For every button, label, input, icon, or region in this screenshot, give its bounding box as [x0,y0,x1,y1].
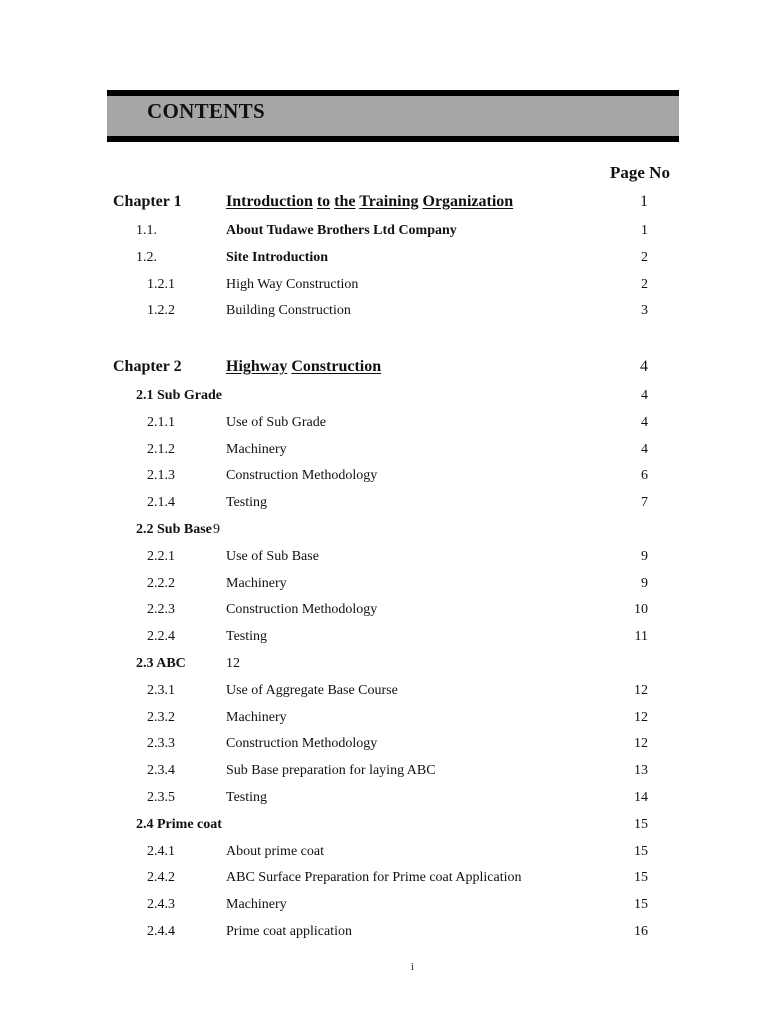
toc-entry [0,303,768,327]
entry-page: 1 [641,223,648,238]
entry-page: 12 [226,656,240,671]
entry-page: 11 [634,629,648,645]
entry-title: Use of Sub Grade [226,414,326,430]
chapter-number: Chapter 2 [113,358,182,375]
entry-title: Testing [226,495,268,511]
entry-number: 2.1.1 [147,414,175,430]
toc-entry [0,223,768,247]
entry-number: 2.2.4 [147,629,175,645]
entry-page: 4 [641,414,648,430]
chapter-title [226,193,513,211]
entry-title: Testing [226,790,268,805]
entry-title: Construction Methodology [226,736,378,752]
chapter-row [0,193,768,217]
entry-title: Testing [226,629,268,645]
entry-title: Prime coat application [226,924,352,939]
section-heading: 2.1 Sub Grade [136,388,222,403]
toc-entry [0,629,768,653]
chapter-title-word: Organization [422,193,514,210]
toc-entry [0,576,768,600]
entry-title: Machinery [226,575,287,591]
entry-title: Construction Methodology [226,468,378,484]
contents-header-band [107,90,679,142]
entry-number: 2.2.3 [147,602,175,618]
page-no-label: Page No [610,163,670,182]
entry-page: 4 [641,388,648,403]
chapter-row [0,358,768,382]
chapter-title-word: Construction [291,358,382,375]
entry-page: 15 [634,816,648,832]
toc-entry [0,870,768,894]
entry-number: 2.3.5 [147,790,175,805]
entry-number: 2.3.4 [147,763,175,779]
entry-title: Construction Methodology [226,602,378,618]
contents-title: CONTENTS [147,99,265,123]
toc-entry [0,790,768,814]
chapter-title-word: to [316,193,331,210]
toc-entry [0,763,768,787]
toc-entry [0,250,768,274]
toc-entry [0,710,768,734]
entry-number: 2.3.1 [147,682,175,698]
toc-entry [0,683,768,707]
chapter-title-word: Training [359,193,419,210]
entry-number: 2.3.3 [147,736,175,752]
entry-page: 15 [634,897,648,913]
section-heading: 2.2 Sub Base [136,522,212,537]
toc-entry [0,844,768,868]
toc-entry [0,468,768,492]
entry-page: 15 [634,843,648,859]
entry-title: About prime coat [226,843,324,859]
toc-entry [0,602,768,626]
entry-title: Use of Sub Base [226,548,319,564]
entry-number: 2.4.3 [147,897,175,913]
entry-number: 2.1.3 [147,468,175,484]
entry-title: Machinery [226,897,287,913]
toc-entry [0,736,768,760]
toc-entry [0,522,768,546]
entry-number: 1.2. [136,249,157,265]
entry-number: 1.2.1 [147,276,175,292]
entry-page: 9 [641,548,648,564]
entry-page: 16 [634,924,648,939]
entry-number: 2.3.2 [147,709,175,725]
entry-page: 12 [634,682,648,698]
toc-entry [0,495,768,519]
section-heading: 2.3 ABC [136,656,186,671]
chapter-page: 4 [640,358,648,375]
entry-number: 1.2.2 [147,303,175,319]
chapter-title [226,358,381,376]
entry-title: Machinery [226,709,287,725]
toc-entry [0,388,768,412]
entry-page: 13 [634,763,648,779]
chapter-number: Chapter 1 [113,193,182,210]
entry-page: 3 [641,303,648,319]
toc-entry [0,277,768,301]
toc-entry [0,897,768,921]
entry-page: 12 [634,709,648,725]
entry-number: 2.1.2 [147,441,175,457]
entry-title: Sub Base preparation for laying ABC [226,763,436,779]
entry-number: 2.2.2 [147,575,175,591]
entry-number: 2.4.1 [147,843,175,859]
entry-title: Machinery [226,441,287,457]
entry-page: 14 [634,790,648,805]
entry-title: Use of Aggregate Base Course [226,682,398,698]
entry-page: 6 [641,468,648,484]
footer-page-number: i [411,962,414,973]
entry-number: 2.1.4 [147,495,175,511]
toc-entry [0,549,768,573]
entry-number: 1.1. [136,223,157,238]
toc-entry [0,415,768,439]
toc-entry [0,656,768,680]
section-heading: 2.4 Prime coat [136,816,222,832]
toc-entry [0,817,768,841]
entry-page: 2 [641,276,648,292]
entry-page: 15 [634,870,648,886]
entry-page: 9 [641,575,648,591]
chapter-title-word: Introduction [226,193,313,210]
chapter-title-word: Highway [226,358,288,375]
entry-page: 9 [213,522,220,537]
entry-page: 4 [641,441,648,457]
entry-title: About Tudawe Brothers Ltd Company [226,223,457,238]
entry-title: High Way Construction [226,276,359,292]
entry-number: 2.4.4 [147,924,175,939]
entry-page: 12 [634,736,648,752]
entry-number: 2.2.1 [147,548,175,564]
toc-entry [0,924,768,948]
chapter-page: 1 [640,193,648,210]
entry-page: 2 [641,249,648,265]
entry-title: Site Introduction [226,249,329,265]
toc-entry [0,442,768,466]
entry-title: Building Construction [226,303,351,319]
entry-number: 2.4.2 [147,870,175,886]
chapter-title-word: the [334,193,356,210]
entry-page: 7 [641,495,648,511]
entry-title: ABC Surface Preparation for Prime coat Application [226,870,522,886]
entry-page: 10 [634,602,648,618]
